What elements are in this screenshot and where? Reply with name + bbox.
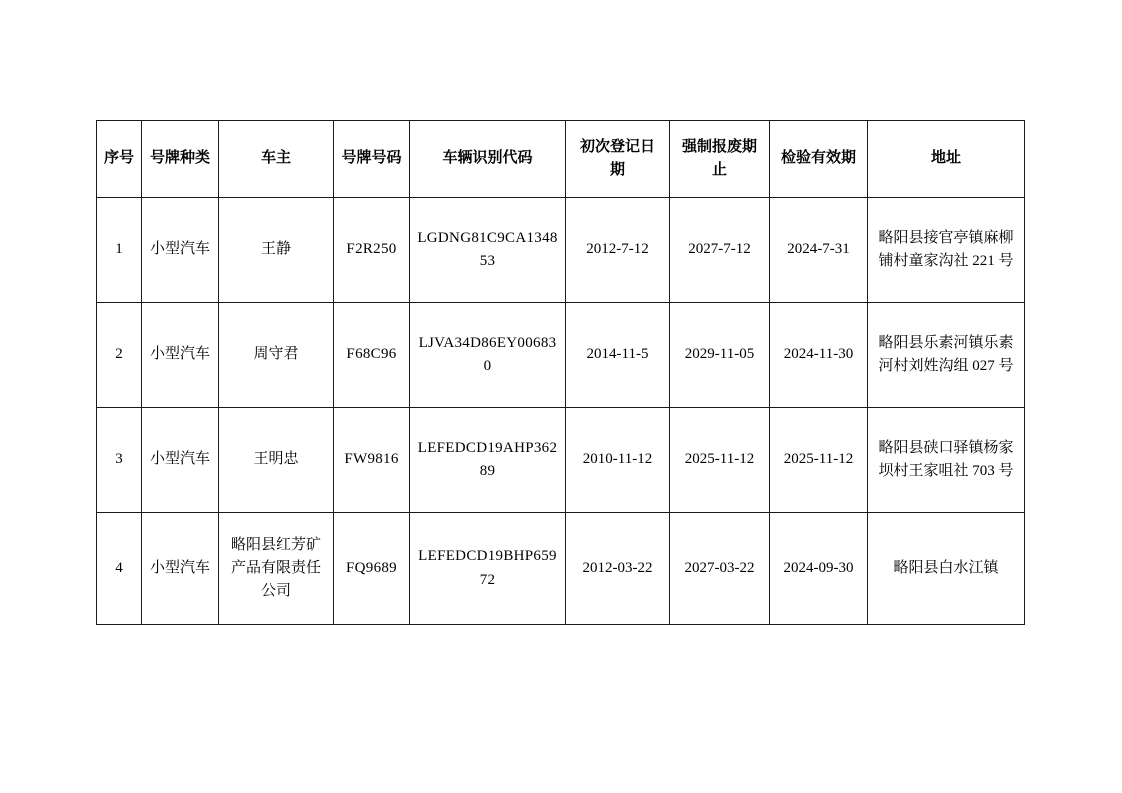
column-header-vin: 车辆识别代码 [410,121,566,198]
cell-address: 略阳县白水江镇 [868,513,1025,625]
cell-vin: LEFEDCD19AHP36289 [410,408,566,513]
cell-index: 3 [97,408,142,513]
cell-mandatory-scrap-deadline: 2025-11-12 [670,408,770,513]
cell-first-registration-date: 2010-11-12 [566,408,670,513]
cell-first-registration-date: 2014-11-5 [566,303,670,408]
column-header-address: 地址 [868,121,1025,198]
column-header-plate-type: 号牌种类 [142,121,219,198]
cell-plate-number: FW9816 [334,408,410,513]
cell-first-registration-date: 2012-7-12 [566,198,670,303]
column-header-mandatory-scrap-deadline: 强制报废期止 [670,121,770,198]
table-row [97,513,1025,625]
cell-plate-type: 小型汽车 [142,198,219,303]
cell-owner: 略阳县红芳矿产品有限责任公司 [219,513,334,625]
cell-mandatory-scrap-deadline: 2027-03-22 [670,513,770,625]
cell-owner: 周守君 [219,303,334,408]
cell-address: 略阳县硖口驿镇杨家坝村王家咀社 703 号 [868,408,1025,513]
cell-owner: 王静 [219,198,334,303]
table-row [97,303,1025,408]
cell-plate-type: 小型汽车 [142,408,219,513]
column-header-inspection-validity: 检验有效期 [770,121,868,198]
table-row [97,198,1025,303]
cell-address: 略阳县乐素河镇乐素河村刘姓沟组 027 号 [868,303,1025,408]
cell-plate-type: 小型汽车 [142,303,219,408]
cell-plate-type: 小型汽车 [142,513,219,625]
column-header-first-registration-date: 初次登记日期 [566,121,670,198]
cell-vin: LJVA34D86EY006830 [410,303,566,408]
cell-plate-number: FQ9689 [334,513,410,625]
cell-inspection-validity: 2024-11-30 [770,303,868,408]
cell-index: 4 [97,513,142,625]
cell-plate-number: F2R250 [334,198,410,303]
cell-plate-number: F68C96 [334,303,410,408]
cell-owner: 王明忠 [219,408,334,513]
cell-inspection-validity: 2024-7-31 [770,198,868,303]
cell-vin: LGDNG81C9CA134853 [410,198,566,303]
vehicle-registration-table [96,120,1025,625]
column-header-owner: 车主 [219,121,334,198]
cell-inspection-validity: 2025-11-12 [770,408,868,513]
cell-index: 2 [97,303,142,408]
cell-first-registration-date: 2012-03-22 [566,513,670,625]
column-header-index: 序号 [97,121,142,198]
column-header-plate-number: 号牌号码 [334,121,410,198]
cell-index: 1 [97,198,142,303]
cell-inspection-validity: 2024-09-30 [770,513,868,625]
cell-vin: LEFEDCD19BHP65972 [410,513,566,625]
cell-address: 略阳县接官亭镇麻柳铺村童家沟社 221 号 [868,198,1025,303]
cell-mandatory-scrap-deadline: 2029-11-05 [670,303,770,408]
cell-mandatory-scrap-deadline: 2027-7-12 [670,198,770,303]
header-row [97,121,1025,198]
table-row [97,408,1025,513]
